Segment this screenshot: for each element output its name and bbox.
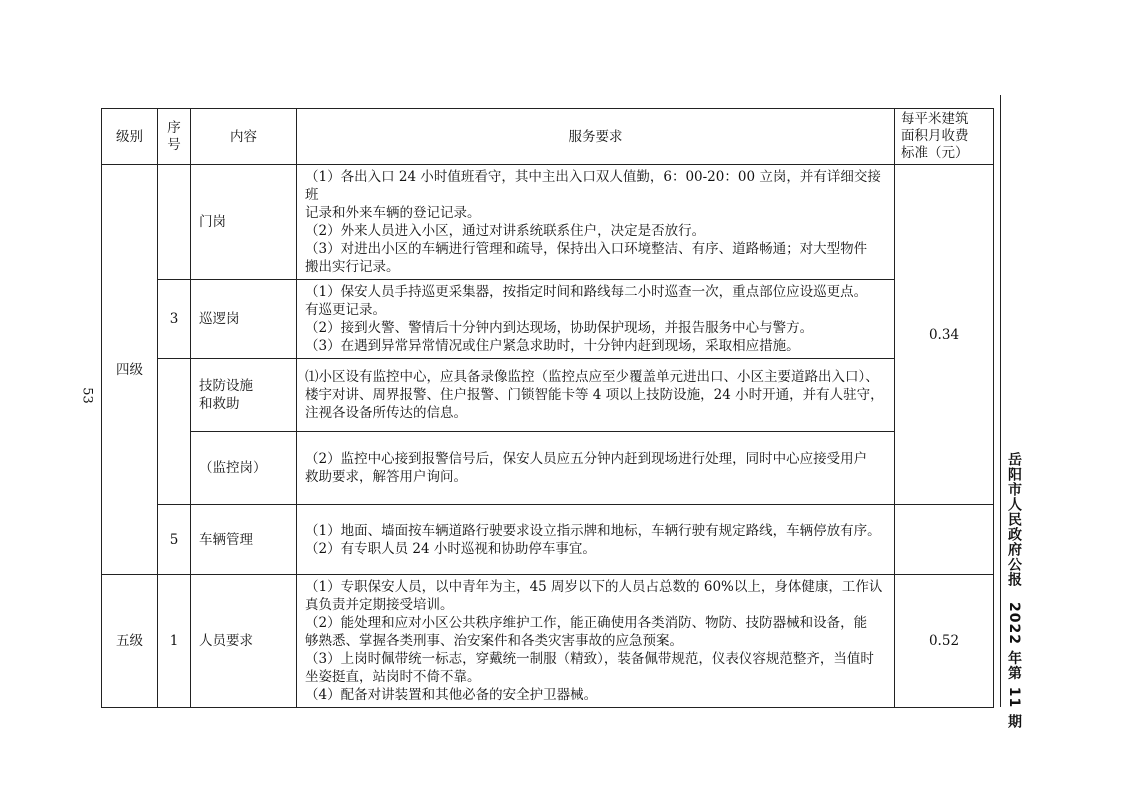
table-row [102,165,994,280]
requirement-line: （1）地面、墙面按车辆道路行驶要求设立指示牌和地标，车辆行驶有规定路线，车辆停放有序。 [305,522,881,539]
header-fee [895,109,994,165]
requirements-cell [297,505,895,575]
requirement-line: 有巡更记录。 [305,302,386,318]
service-standard-table-container [101,108,993,703]
margin-divider-line [1000,95,1001,707]
content-cell: 巡逻岗 [191,280,297,359]
requirement-line: （3）对进出小区的车辆进行管理和疏导，保持出入口环境整洁、有序、道路畅通；对大型物件 [305,241,868,257]
header-seq-line-1: 序 [167,119,181,136]
requirements-cell [297,432,895,505]
requirement-line: 搬出实行记录。 [305,259,400,275]
content-cell: 人员要求 [191,575,297,708]
requirement-line: （2）有专职人员 24 小时巡视和协助停车事宜。 [305,540,596,557]
requirements-cell [297,165,895,280]
requirement-line: （2）外来人员进入小区，通过对讲系统联系住户，决定是否放行。 [305,223,706,239]
requirement-line: （1）保安人员手持巡更采集器，按指定时间和路线每二小时巡查一次，重点部位应设巡更点。 [305,284,868,300]
seq-cell [158,165,191,280]
header-seq-line-2: 号 [167,136,181,153]
page-number: 53 [79,387,95,404]
requirement-line: 够熟悉、掌握各类刑事、治安案件和各类灾害事故的应急预案。 [305,633,683,649]
requirement-line: （4）配备对讲装置和其他必备的安全护卫器械。 [305,687,598,703]
table-row [102,575,994,708]
header-level: 级别 [102,109,158,165]
requirement-line: （3）在遇到异常异常情况或住户紧急求助时，十分钟内赶到现场，采取相应措施。 [305,338,800,354]
header-fee-line-3: 标准（元） [901,145,969,161]
requirement-line: 救助要求，解答用户询问。 [305,469,467,485]
content-cell: 门岗 [191,165,297,280]
fee-cell-empty [895,505,994,575]
content-line-2: 和救助 [199,396,240,412]
table-row [102,359,994,432]
requirement-line: （2）能处理和应对小区公共秩序维护工作，能正确使用各类消防、物防、技防器械和设备，能 [305,615,868,631]
content-cell [191,359,297,432]
seq-cell: 5 [158,505,191,575]
content-line-1: 技防设施 [199,378,253,394]
requirement-line: 真负责并定期接受培训。 [305,597,454,613]
header-seq [158,109,191,165]
requirement-line: （3）上岗时佩带统一标志，穿戴统一制服（精致），装备佩带规范，仪表仪容规范整齐，当值时 [305,651,874,667]
seq-cell: 3 [158,280,191,359]
requirement-line: ⑴小区设有监控中心，应具备录像监控（监控点应至少覆盖单元进出口、小区主要道路出入口）、 [305,369,879,385]
seq-cell [158,359,191,505]
requirement-line: （2）监控中心接到报警信号后，保安人员应五分钟内赶到现场进行处理，同时中心应接受用户 [305,451,868,467]
header-requirements: 服务要求 [297,109,895,165]
running-title: 岳阳市人民政府公报 2022 年第 11 期 [1006,452,1022,730]
level-cell-4: 四级 [102,165,158,575]
requirement-line: （1）专职保安人员，以中青年为主，45 周岁以下的人员占总数的 60%以上，身体健康，工作认 [305,579,883,595]
table-row [102,280,994,359]
requirement-line: 注视各设备所传达的信息。 [305,405,467,421]
header-fee-line-2: 面积月收费 [901,128,969,144]
requirements-cell [297,359,895,432]
service-standard-table [101,108,994,708]
table-row [102,432,994,505]
seq-cell: 1 [158,575,191,708]
level-cell-5: 五级 [102,575,158,708]
requirement-line: （1）各出入口 24 小时值班看守，其中主出入口双人值勤，6：00-20：00 立岗，并有详细交接班 [305,169,881,203]
fee-cell-5: 0.52 [895,575,994,708]
requirement-line: （2）接到火警、警情后十分钟内到达现场，协助保护现场，并报告服务中心与警方。 [305,320,814,336]
requirements-cell [297,280,895,359]
requirements-cell [297,575,895,708]
requirement-line: 记录和外来车辆的登记记录。 [305,205,481,221]
header-content: 内容 [191,109,297,165]
header-row [102,109,994,165]
requirement-line: 楼宇对讲、周界报警、住户报警、门锁智能卡等 4 项以上技防设施，24 小时开通，并有人驻守， [305,387,884,403]
table-row [102,505,994,575]
content-cell: （监控岗） [191,432,297,505]
requirement-line: 坐姿挺直，站岗时不倚不靠。 [305,669,481,685]
fee-cell-4: 0.34 [895,165,994,505]
content-cell: 车辆管理 [191,505,297,575]
header-fee-line-1: 每平米建筑 [901,111,969,127]
